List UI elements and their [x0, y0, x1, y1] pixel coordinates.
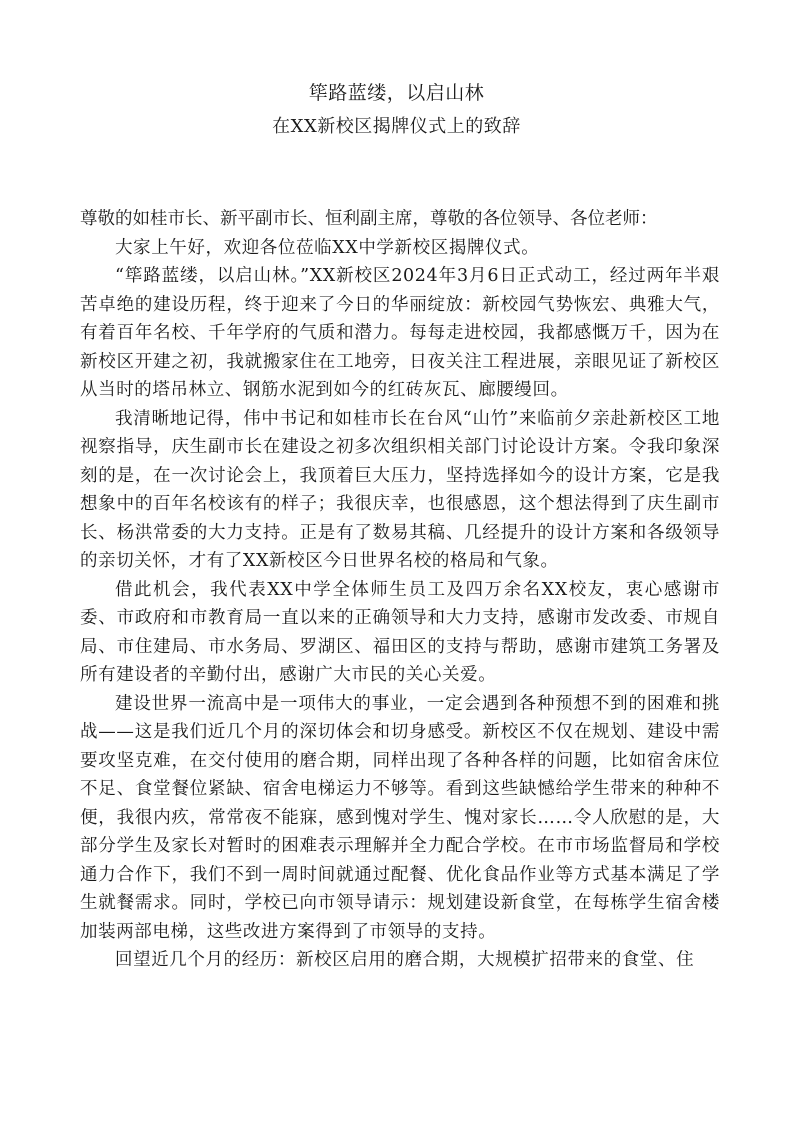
paragraph-challenges: 建设世界一流高中是一项伟大的事业，一定会遇到各种预想不到的困难和挑战——这是我们近几个月的深切体会和切身感受。新校区不仅在规划、建设中需要攻坚克难，在交付使用的磨合期，同样出现了各种各样的问题，比如宿舍床位不足、食堂餐位紧缺、宿舍电梯运力不够等。看到这些缺憾给学生带来的种种不便，我很内疚，常常夜不能寐，感到愧对学生、愧对家长……令人欣慰的是，大部分学生及家长对暂时的困难表示理解并全力配合学校。在市市场监督局和学校通力合作下，我们不到一周时间就通过配餐、优化食品作业等方式基本满足了学生就餐需求。同时，学校已向市领导请示：规划建设新食堂，在每栋学生宿舍楼加装两部电梯，这些改进方案得到了市领导的支持。	[80, 693, 720, 942]
paragraph-construction: “筚路蓝缕，以启山林。”XX新校区2024年3月6日正式动工，经过两年半艰苦卓绝的建设历程，终于迎来了今日的华丽绽放：新校园气势恢宏、典雅大气，有着百年名校、千年学府的气质和潜力。每每走进校园，我都感慨万千，因为在新校区开建之初，我就搬家住在工地旁，日夜关注工程进展，亲眼见证了新校区从当时的塔吊林立、钢筋水泥到如今的红砖灰瓦、廊腰缦回。	[80, 266, 720, 400]
paragraph-memories: 我清晰地记得，伟中书记和如桂市长在台风“山竹”来临前夕亲赴新校区工地视察指导，庆生副市长在建设之初多次组织相关部门讨论设计方案。令我印象深刻的是，在一次讨论会上，我顶着巨大压力，坚持选择如今的设计方案，它是我想象中的百年名校该有的样子；我很庆幸，也很感恩，这个想法得到了庆生副市长、杨洪常委的大力支持。正是有了数易其稿、几经提升的设计方案和各级领导的亲切关怀，才有了XX新校区今日世界名校的格局和气象。	[80, 408, 720, 571]
salutation: 尊敬的如桂市长、新平副市长、恒利副主席，尊敬的各位领导、各位老师：	[80, 209, 658, 229]
paragraph-thanks: 借此机会，我代表XX中学全体师生员工及四万余名XX校友，衷心感谢市委、市政府和市教育局一直以来的正确领导和大力支持，感谢市发改委、市规自局、市住建局、市水务局、罗湖区、福田区的支持与帮助，感谢市建筑工务署及所有建设者的辛勤付出，感谢广大市民的关心关爱。	[80, 579, 720, 685]
document-body	[80, 205, 720, 975]
paragraph-greeting: 大家上午好，欢迎各位莅临XX中学新校区揭牌仪式。	[115, 237, 540, 258]
document-title: 筚路蓝缕，以启山林	[308, 82, 485, 104]
document-subtitle: 在XX新校区揭牌仪式上的致辞	[272, 116, 521, 137]
paragraph-review: 回望近几个月的经历：新校区启用的磨合期，大规模扩招带来的食堂、住	[115, 950, 695, 970]
